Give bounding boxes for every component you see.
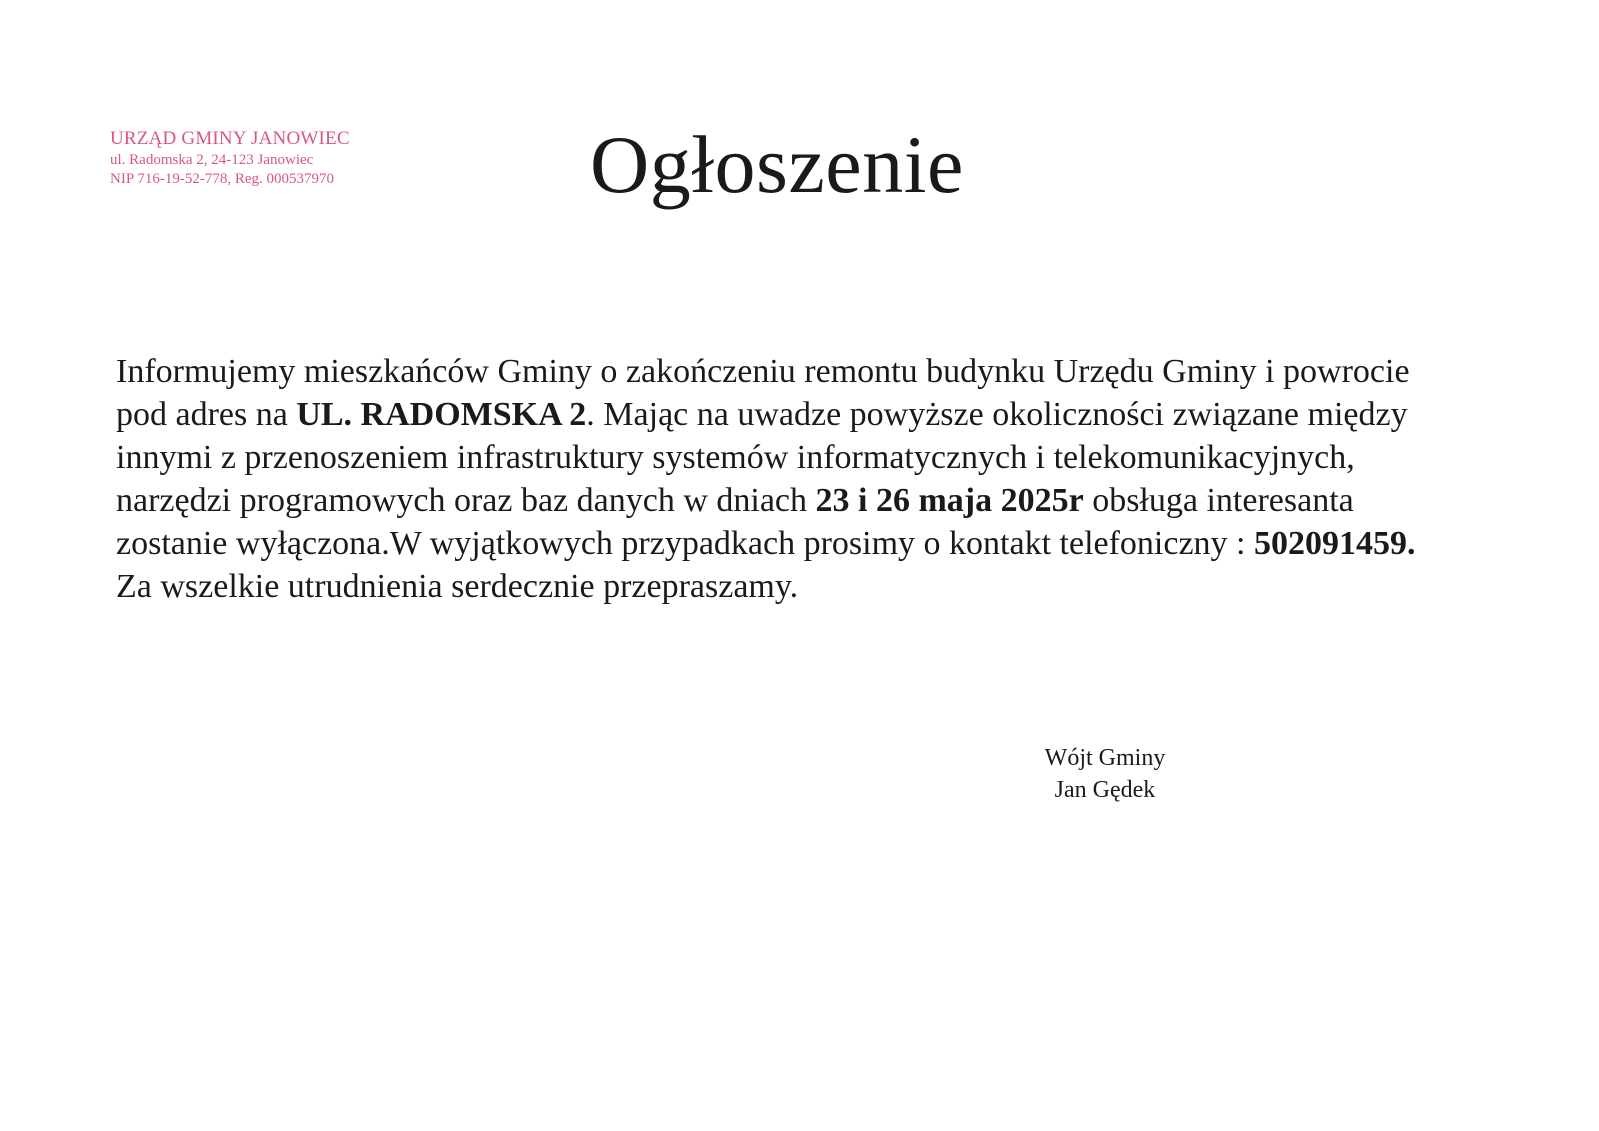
document-title: Ogłoszenie — [590, 119, 964, 210]
signature-role: Wójt Gminy — [1044, 745, 1166, 771]
stamp-office-name: URZĄD GMINY JANOWIEC — [110, 128, 350, 149]
closing-sentence: Za wszelkie utrudnienia serdecznie przepraszamy. — [116, 568, 799, 605]
signature-block — [1020, 742, 1190, 806]
body-contact: obsługa interesanta zostanie wyłączona.W wyjątkowych przypadkach prosimy o kontakt telefoniczny : — [116, 482, 1354, 562]
address-bold: UL. RADOMSKA 2 — [296, 396, 587, 433]
office-stamp — [110, 128, 370, 188]
phone-number: 502091459. — [1254, 525, 1416, 562]
signature-name: Jan Gędek — [1054, 777, 1156, 803]
body-middle: . Mając na uwadze powyższe okoliczności związane między innymi z przenoszeniem infrastruktury systemów informatycznych i telekomunikacyjnych, narzędzi programowych oraz baz danych w dniach — [116, 396, 1408, 519]
dates-bold: 23 i 26 maja 2025r — [815, 482, 1084, 519]
stamp-address: ul. Radomska 2, 24-123 Janowiec — [110, 151, 314, 168]
announcement-body — [116, 350, 1436, 608]
body-intro: Informujemy mieszkańców Gminy o zakończeniu remontu budynku Urzędu Gminy i powrocie pod adres na — [116, 353, 1410, 433]
stamp-registration: NIP 716-19-52-778, Reg. 000537970 — [110, 171, 335, 188]
